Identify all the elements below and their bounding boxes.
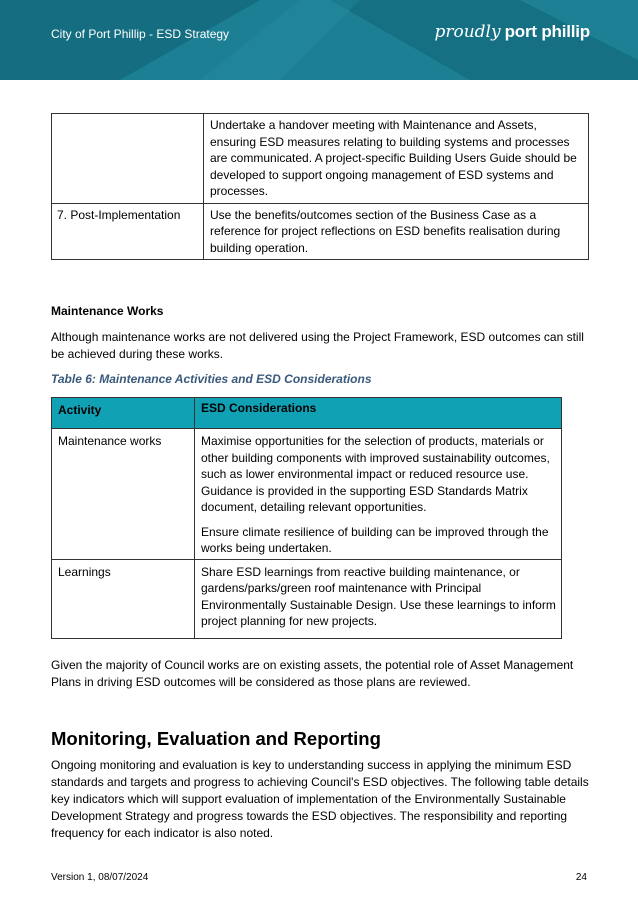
considerations-paragraph: Share ESD learnings from reactive building maintenance, or gardens/parks/green roof maintenance with Principal Environmentally Sustainable Design. Use these learnings to inform project planning for new projects. <box>201 564 556 628</box>
project-stages-table-continued <box>51 113 589 260</box>
stage-cell: 7. Post-Implementation <box>52 203 204 260</box>
table-row <box>52 203 589 260</box>
table-header-row <box>52 398 562 429</box>
asset-management-paragraph: Given the majority of Council works are on existing assets, the potential role of Asset Management Plans in driving ESD outcomes will be considered as those plans are reviewed. <box>51 658 574 689</box>
footer-version: Version 1, 08/07/2024 <box>51 872 149 883</box>
activity-cell: Maintenance works <box>52 429 195 560</box>
considerations-paragraph: Maximise opportunities for the selection of products, materials or other building components with improved sustainability outcomes, such as lower environmental impact or reduced resource use. Guidance is provided in the supporting ESD Standards Matrix document, detailing relevant opportunities. <box>201 434 550 514</box>
stage-description: Undertake a handover meeting with Maintenance and Assets, ensuring ESD measures relating to building systems and processes are communicated. A project-specific Building Users Guide should be developed to support ongoing management of ESD systems and processes. <box>210 118 577 198</box>
table-caption: Table 6: Maintenance Activities and ESD Considerations <box>51 372 372 386</box>
logo-bold-text: port phillip <box>504 22 590 41</box>
stage-cell <box>52 114 204 204</box>
stage-description: Use the benefits/outcomes section of the Business Case as a reference for project reflections on ESD benefits realisation during building operation. <box>210 207 561 255</box>
considerations-paragraph: Ensure climate resilience of building can be improved through the works being undertaken. <box>201 524 549 555</box>
table-row <box>52 429 562 560</box>
column-header-activity: Activity <box>52 398 195 429</box>
stage-description-cell <box>204 203 589 260</box>
footer-page-number: 24 <box>575 872 587 883</box>
column-header-esd-considerations: ESD Considerations <box>195 398 562 429</box>
port-phillip-logo <box>434 22 590 42</box>
logo-script-text: proudly <box>434 22 501 42</box>
maintenance-works-heading: Maintenance Works <box>51 304 164 318</box>
monitoring-body-paragraph: Ongoing monitoring and evaluation is key to understanding success in applying the minimum ESD standards and targets and progress to achieving Council's ESD objectives. The following table details key indicators which will support evaluation of implementation of the Environmentally Sustainable Development Strategy and progress towards the ESD objectives. The responsibility and reporting frequency for each indicator is also noted. <box>51 758 589 840</box>
document-title: City of Port Phillip - ESD Strategy <box>51 27 230 41</box>
table-row <box>52 114 589 204</box>
table-row <box>52 559 562 638</box>
activity-cell: Learnings <box>52 559 195 638</box>
considerations-cell <box>195 559 562 638</box>
stage-description-cell <box>204 114 589 204</box>
page-header <box>0 0 638 80</box>
considerations-cell <box>195 429 562 560</box>
maintenance-intro-paragraph: Although maintenance works are not delivered using the Project Framework, ESD outcomes can still be achieved during these works. <box>51 330 584 361</box>
monitoring-section-heading: Monitoring, Evaluation and Reporting <box>51 728 381 749</box>
maintenance-activities-table <box>51 397 562 639</box>
